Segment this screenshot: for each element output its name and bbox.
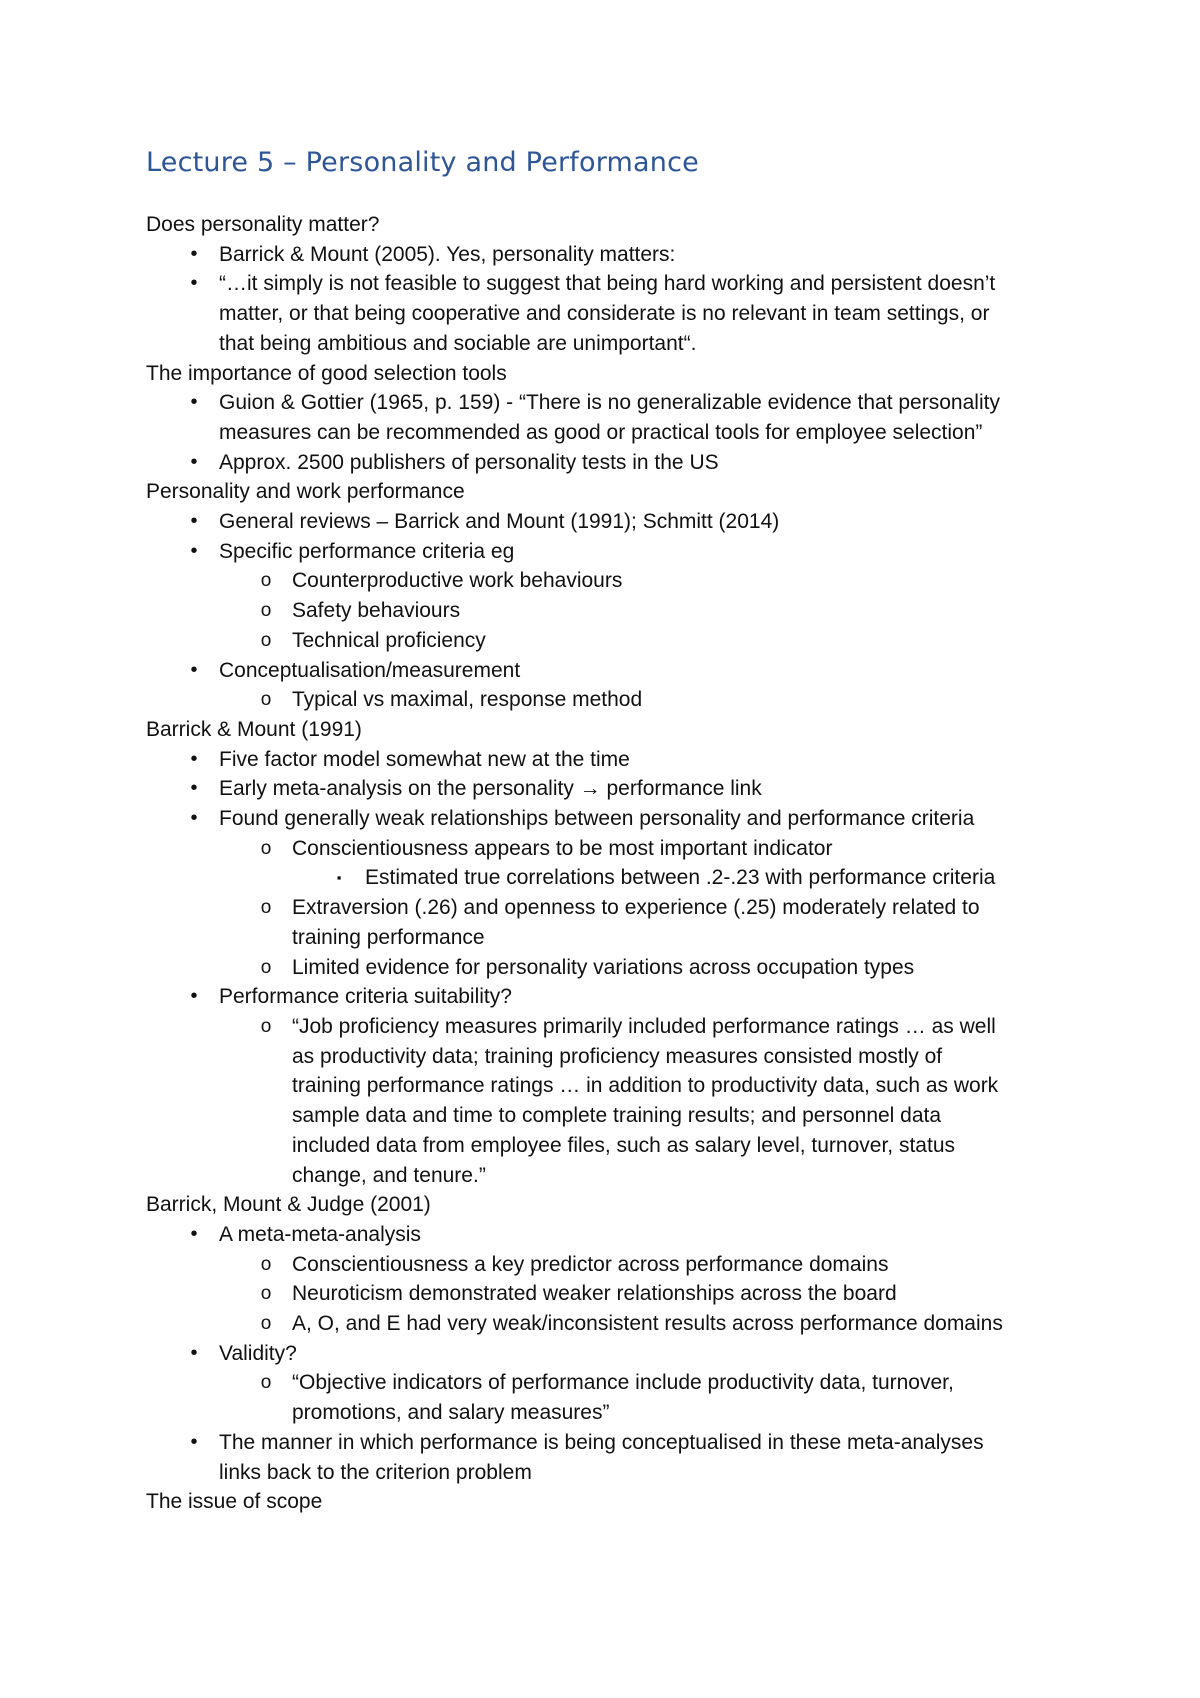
circle-marker: o (260, 689, 272, 711)
bullet-text-line: The manner in which performance is being conceptualised in these meta-analyses (219, 1430, 984, 1454)
sub-bullet-text-line: “Objective indicators of performance include productivity data, turnover, (292, 1371, 954, 1395)
bullet-text-line: measures can be recommended as good or practical tools for employee selection” (219, 420, 983, 444)
bullet-item (146, 507, 1076, 537)
sub-bullet-text: Technical proficiency (292, 628, 486, 652)
bullet-text: Conceptualisation/measurement (219, 658, 521, 682)
bullet-marker: • (190, 539, 198, 562)
bullet-marker: • (190, 1341, 198, 1364)
bullet-text: Five factor model somewhat new at the time (219, 747, 630, 771)
bullet-item (146, 537, 1076, 567)
bullet-text: Barrick & Mount (2005). Yes, personality matters: (219, 242, 676, 266)
sub-bullet-text: Typical vs maximal, response method (292, 688, 643, 712)
sub-bullet-text: Limited evidence for personality variations across occupation types (292, 955, 915, 979)
bullet-item (146, 774, 1076, 804)
bullet-marker: • (190, 658, 198, 681)
bullet-item (146, 240, 1076, 270)
bullet-item (146, 1339, 1076, 1369)
sub-bullet-item (146, 596, 1076, 626)
circle-marker: o (260, 837, 272, 859)
sub-bullet-text-line: training performance (292, 925, 485, 949)
bullet-text: General reviews – Barrick and Mount (1991); Schmitt (2014) (219, 510, 780, 534)
bullet-text-line: Guion & Gottier (1965, p. 159) - “There is no generalizable evidence that personality (219, 391, 1000, 415)
bullet-text: Validity? (219, 1341, 297, 1365)
sub-bullet-text-line: sample data and time to complete training results; and personnel data (292, 1104, 942, 1128)
section-heading: Barrick & Mount (1991) (146, 717, 362, 741)
bullet-marker: • (190, 272, 198, 295)
bullet-item (146, 269, 1076, 358)
bullet-marker: • (190, 985, 198, 1008)
sub-bullet-item (146, 685, 1076, 715)
sub-bullet-item (146, 626, 1076, 656)
circle-marker: o (260, 1313, 272, 1335)
circle-marker: o (260, 1283, 272, 1305)
bullet-item (146, 388, 1076, 447)
sub-sub-bullet-item (146, 863, 1076, 893)
section-heading: Does personality matter? (146, 213, 380, 236)
sub-bullet-item (146, 1250, 1076, 1280)
bullet-item (146, 745, 1076, 775)
bullet-text-line: matter, or that being cooperative and considerate is no relevant in team settings, or (219, 302, 990, 326)
bullet-text-line: “…it simply is not feasible to suggest that being hard working and persistent doesn’t (219, 272, 996, 296)
bullet-text: A meta-meta-analysis (219, 1222, 421, 1246)
bullet-marker: • (190, 807, 198, 830)
sub-bullet-item (146, 893, 1076, 952)
section-heading: The importance of good selection tools (146, 361, 507, 385)
bullet-marker: • (190, 450, 198, 473)
page-title: Lecture 5 – Personality and Performance (146, 147, 699, 178)
sub-bullet-text: Conscientiousness a key predictor across performance domains (292, 1252, 889, 1276)
bullet-text-line: links back to the criterion problem (219, 1460, 532, 1484)
bullet-marker: • (190, 510, 198, 533)
bullet-text: Performance criteria suitability? (219, 985, 512, 1009)
sub-bullet-text-line: training performance ratings … in addition to productivity data, such as work (292, 1074, 999, 1098)
bullet-marker: • (190, 777, 198, 800)
circle-marker: o (260, 897, 272, 919)
bullet-marker: • (190, 391, 198, 414)
circle-marker: o (260, 600, 272, 622)
sub-bullet-text: Safety behaviours (292, 599, 461, 623)
sub-bullet-text: Neuroticism demonstrated weaker relationships across the board (292, 1282, 897, 1306)
sub-sub-bullet-text: Estimated true correlations between .2-.23 with performance criteria (365, 866, 996, 890)
sub-bullet-text-line: included data from employee files, such as salary level, turnover, status (292, 1133, 955, 1157)
bullet-text: Early meta-analysis on the personality → performance link (219, 777, 762, 801)
sub-bullet-item (146, 953, 1076, 983)
circle-marker: o (260, 629, 272, 651)
sub-bullet-text: A, O, and E had very weak/inconsistent results across performance domains (292, 1312, 1003, 1336)
circle-marker: o (260, 570, 272, 592)
bullet-marker: • (190, 747, 198, 770)
bullet-marker: • (190, 1222, 198, 1245)
section-heading: Barrick, Mount & Judge (2001) (146, 1193, 431, 1217)
sub-bullet-text-line: “Job proficiency measures primarily included performance ratings … as well (292, 1014, 996, 1038)
sub-bullet-text: Conscientiousness appears to be most important indicator (292, 836, 833, 860)
sub-bullet-item (146, 1012, 1076, 1190)
sub-bullet-item (146, 1309, 1076, 1339)
bullet-text: Approx. 2500 publishers of personality tests in the US (219, 450, 719, 474)
sub-bullet-item (146, 1279, 1076, 1309)
bullet-text-line: that being ambitious and sociable are unimportant“. (219, 331, 697, 355)
section-heading: The issue of scope (146, 1490, 323, 1514)
sub-bullet-text-line: change, and tenure.” (292, 1163, 486, 1187)
circle-marker: o (260, 1253, 272, 1275)
bullet-item (146, 982, 1076, 1012)
bullet-marker: • (190, 1430, 198, 1453)
circle-marker: o (260, 956, 272, 978)
sub-bullet-text-line: as productivity data; training proficiency measures consisted mostly of (292, 1044, 943, 1068)
bullet-marker: • (190, 242, 198, 265)
bullet-item (146, 1220, 1076, 1250)
bullet-item (146, 1428, 1076, 1487)
sub-bullet-text-line: promotions, and salary measures” (292, 1401, 610, 1425)
bullet-item (146, 448, 1076, 478)
section-heading: Personality and work performance (146, 480, 465, 504)
bullet-item (146, 804, 1076, 834)
circle-marker: o (260, 1015, 272, 1037)
circle-marker: o (260, 1372, 272, 1394)
sub-bullet-item (146, 566, 1076, 596)
square-marker: ▪ (336, 870, 342, 886)
bullet-text: Specific performance criteria eg (219, 539, 515, 563)
sub-bullet-item (146, 1368, 1076, 1427)
bullet-item (146, 656, 1076, 686)
bullet-text: Found generally weak relationships between personality and performance criteria (219, 807, 975, 831)
document-body (146, 210, 1076, 1517)
sub-bullet-item (146, 834, 1076, 864)
sub-bullet-text-line: Extraversion (.26) and openness to experience (.25) moderately related to (292, 896, 980, 920)
sub-bullet-text: Counterproductive work behaviours (292, 569, 623, 593)
